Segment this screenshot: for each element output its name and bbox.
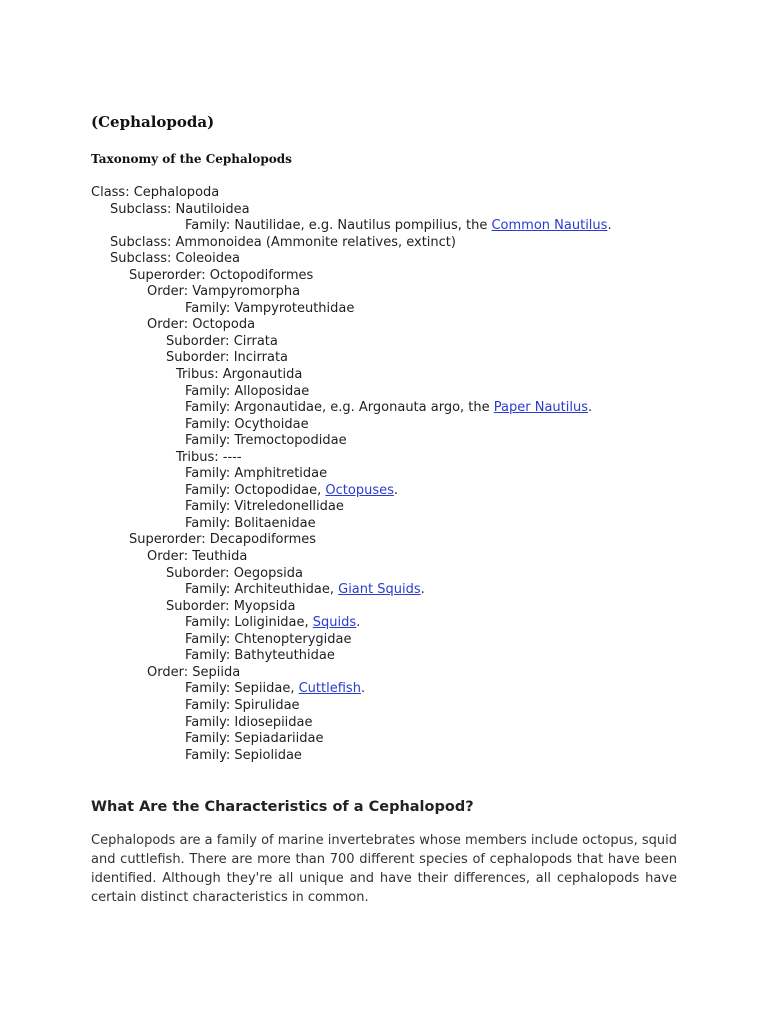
taxonomy-line: Order: Vampyromorpha bbox=[147, 284, 301, 300]
cuttlefish-link[interactable]: Cuttlefish bbox=[298, 681, 361, 697]
taxonomy-line: Class: Cephalopoda bbox=[91, 185, 220, 200]
taxonomy-line: Tribus: ---- bbox=[176, 449, 242, 465]
taxonomy-line: Family: Tremoctopodidae bbox=[185, 433, 347, 449]
taxonomy-line: Family: Sepiolidae bbox=[185, 747, 302, 763]
taxonomy-line: Family: Architeuthidae, Giant Squids. bbox=[185, 582, 425, 598]
taxonomy-line: Family: Argonautidae, e.g. Argonauta argo, the Paper Nautilus. bbox=[185, 400, 593, 416]
intro-paragraph: Cephalopods are a family of marine invertebrates whose members include octopus, squid and cuttlefish. There are more than 700 different species of cephalopods that have been identified. Although they're all unique and have their differences, all cephalopods have certain distinct characteristics in common. bbox=[91, 833, 677, 905]
common-nautilus-link[interactable]: Common Nautilus bbox=[491, 218, 608, 234]
taxonomy-line: Suborder: Cirrata bbox=[166, 333, 278, 349]
document-title: (Cephalopoda) bbox=[91, 113, 215, 131]
taxonomy-line: Tribus: Argonautida bbox=[176, 367, 303, 383]
paper-nautilus-link[interactable]: Paper Nautilus bbox=[493, 400, 588, 416]
taxonomy-line: Family: Amphitretidae bbox=[185, 466, 328, 482]
taxonomy-line: Family: Vitreledonellidae bbox=[185, 499, 344, 515]
taxonomy-line: Family: Spirulidae bbox=[185, 697, 300, 713]
taxonomy-line: Family: Nautilidae, e.g. Nautilus pompilius, the Common Nautilus. bbox=[185, 218, 612, 234]
giant-squids-link[interactable]: Giant Squids bbox=[338, 582, 421, 598]
taxonomy-line: Subclass: Ammonoidea (Ammonite relatives, extinct) bbox=[110, 234, 456, 250]
taxonomy-line: Suborder: Myopsida bbox=[166, 598, 296, 614]
taxonomy-line: Suborder: Oegopsida bbox=[166, 565, 303, 581]
octopuses-link[interactable]: Octopuses bbox=[325, 482, 394, 498]
taxonomy-line: Order: Teuthida bbox=[147, 549, 248, 565]
taxonomy-line: Order: Sepiida bbox=[147, 664, 241, 680]
taxonomy-line: Subclass: Coleoidea bbox=[110, 251, 240, 267]
taxonomy-line: Family: Bathyteuthidae bbox=[185, 648, 335, 664]
taxonomy-line: Suborder: Incirrata bbox=[166, 350, 289, 366]
taxonomy-line: Family: Chtenopterygidae bbox=[185, 631, 352, 647]
taxonomy-line: Family: Sepiidae, Cuttlefish. bbox=[185, 681, 366, 697]
characteristics-heading: What Are the Characteristics of a Cephalopod? bbox=[91, 799, 474, 815]
taxonomy-line: Family: Bolitaenidae bbox=[185, 515, 316, 531]
taxonomy-line: Family: Alloposidae bbox=[185, 383, 310, 399]
taxonomy-line: Superorder: Decapodiformes bbox=[129, 532, 317, 548]
taxonomy-line: Family: Loliginidae, Squids. bbox=[185, 615, 361, 631]
taxonomy-line: Family: Idiosepiidae bbox=[185, 714, 313, 730]
taxonomy-line: Order: Octopoda bbox=[147, 317, 256, 333]
taxonomy-line: Family: Octopodidae, Octopuses. bbox=[185, 482, 398, 498]
taxonomy-list bbox=[91, 185, 612, 764]
squids-link[interactable]: Squids bbox=[312, 615, 357, 631]
taxonomy-line: Subclass: Nautiloidea bbox=[110, 201, 250, 217]
section-title: Taxonomy of the Cephalopods bbox=[91, 152, 292, 166]
taxonomy-line: Family: Ocythoidae bbox=[185, 416, 309, 432]
taxonomy-line: Superorder: Octopodiformes bbox=[129, 267, 314, 283]
taxonomy-line: Family: Vampyroteuthidae bbox=[185, 300, 355, 316]
taxonomy-line: Family: Sepiadariidae bbox=[185, 731, 324, 747]
